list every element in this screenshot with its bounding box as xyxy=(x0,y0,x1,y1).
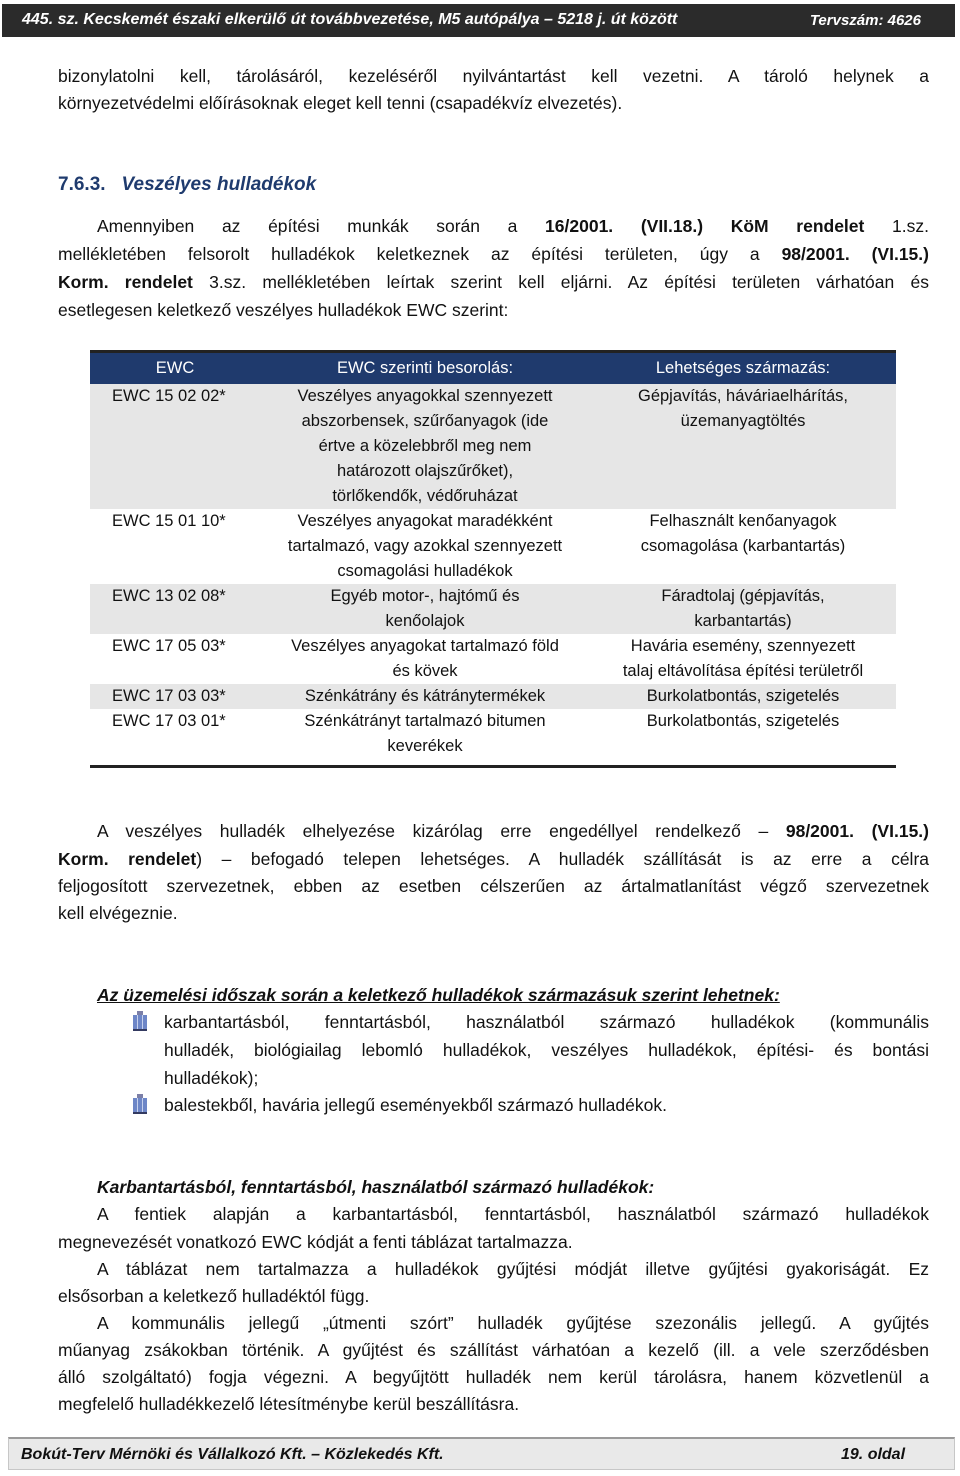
para2-line-2: Korm. rendelet) – befogadó telepen lehetséges. A hulladék szállítását is az erre a célra xyxy=(58,849,930,869)
maintenance-p3-line-4: megfelelő hulladékkezelő létesítménybe kerül beszállításra. xyxy=(58,1394,520,1414)
origin-cell: Burkolatbontás, szigetelés xyxy=(590,684,896,709)
ewc-code: EWC 15 01 10* xyxy=(112,512,226,530)
bullet-1-line-1: karbantartásból, fenntartásból, használatból származó hulladékok (kommunális xyxy=(164,1012,929,1032)
table-row xyxy=(90,709,896,767)
maintenance-p2-line-2: elsősorban a keletkező hulladéktól függ. xyxy=(58,1286,370,1306)
operation-heading: Az üzemelési időszak során a keletkező hulladékok származásuk szerint lehetnek: xyxy=(97,985,780,1005)
maintenance-p2-line-1: A táblázat nem tartalmazza a hulladékok gyűjtési módját illetve gyűjtési gyakoriságát. Ez xyxy=(97,1259,929,1279)
section-title: Veszélyes hulladékok xyxy=(121,174,317,195)
bullet-1-line-2: hulladék, biológiailag lebomló hulladékok, veszélyes hulladékok, építési- és bontási xyxy=(164,1040,929,1060)
maintenance-p3-line-1: A kommunális jellegű „útmenti szórt” hulladék gyűjtése szezonális jellegű. A gyűjtés xyxy=(97,1313,929,1333)
ewc-code: EWC 15 02 02* xyxy=(90,384,260,509)
table-header-row xyxy=(90,352,896,385)
bullet-icon xyxy=(133,1015,147,1031)
maintenance-p3-line-2: műanyag zsákokban történik. A gyűjtést és szállítást várhatóan a kezelő (ill. a vele szerződésben xyxy=(58,1340,929,1360)
header-title: 445. sz. Kecskemét északi elkerülő út továbbvezetése, M5 autópálya – 5218 j. út között xyxy=(22,11,678,28)
para2-line-1: A veszélyes hulladék elhelyezése kizárólag erre engedéllyel rendelkező – 98/2001. (VI.15.) xyxy=(97,821,929,841)
para1-line-4: esetlegesen keletkező veszélyes hulladékok EWC szerint: xyxy=(58,300,509,320)
plan-number: Tervszám: 4626 xyxy=(809,12,921,29)
intro-line-2: környezetvédelmi előírásoknak eleget kell tenni (csapadékvíz elvezetés). xyxy=(58,93,623,113)
classification-cell: Veszélyes anyagokat maradékként tartalmazó, vagy azokkal szennyezett csomagolási hulladékok xyxy=(287,512,563,580)
classification-cell: Egyéb motor-, hajtómű és kenőolajok xyxy=(260,584,590,634)
intro-line-1: bizonylatolni kell, tárolásáról, kezeléséről nyilvántartást kell vezetni. A tároló helynek a xyxy=(58,66,929,86)
ewc-code: EWC 17 03 03* xyxy=(90,684,260,709)
page-footer xyxy=(8,1437,955,1470)
para1-line-2: mellékletében felsorolt hulladékok keletkeznek az építési területen, úgy a 98/2001. (VI.15.) xyxy=(58,244,929,264)
origin-cell: Havária esemény, szennyezett talaj eltávolítása építési területről xyxy=(622,637,864,680)
maintenance-p3-line-3: álló szolgáltató) fogja végezni. A begyűjtött hulladék nem kerül tárolásra, hanem közvetlenül a xyxy=(58,1367,929,1387)
para1-line-1: Amennyiben az építési munkák során a 16/2001. (VII.18.) KöM rendelet 1.sz. xyxy=(97,216,929,236)
ewc-code: EWC 13 02 08* xyxy=(90,584,260,634)
bullet-1-line-3: hulladékok); xyxy=(164,1068,259,1088)
maintenance-heading: Karbantartásból, fenntartásból, használatból származó hulladékok: xyxy=(97,1177,655,1197)
page-header xyxy=(2,4,955,37)
page-number: 19. oldal xyxy=(841,1446,906,1463)
origin-cell: Gépjavítás, háváriaelhárítás, üzemanyagtöltés xyxy=(590,384,896,509)
table-row xyxy=(90,384,896,509)
ewc-table xyxy=(90,350,896,768)
table-row xyxy=(90,634,896,684)
maintenance-p1-line-2: megnevezését vonatkozó EWC kódját a fenti táblázat tartalmazza. xyxy=(58,1232,573,1252)
classification-cell: Veszélyes anyagokkal szennyezett abszorbensek, szűrőanyagok (ide értve a közelebbről meg nem határozott olajszűrőket), törlőkendők, védőruházat xyxy=(260,384,590,509)
maintenance-p1-line-1: A fentiek alapján a karbantartásból, fenntartásból, használatból származó hulladékok xyxy=(97,1204,929,1224)
col-header-classification: EWC szerinti besorolás: xyxy=(260,352,590,385)
table-row xyxy=(90,509,896,584)
bullet-2: balestekből, havária jellegű eseményekből származó hulladékok. xyxy=(164,1095,667,1115)
classification-cell: Szénkátrányt tartalmazó bitumen keverékek xyxy=(304,712,546,755)
para1-line-3: Korm. rendelet 3.sz. mellékletében leírtak szerint kell eljárni. Az építési területen várhatóan és xyxy=(58,272,929,292)
classification-cell: Veszélyes anyagokat tartalmazó föld és kövek xyxy=(291,637,559,680)
para2-line-4: kell elvégeznie. xyxy=(58,903,178,923)
ewc-code: EWC 17 03 01* xyxy=(112,712,226,730)
col-header-ewc: EWC xyxy=(90,352,260,385)
origin-cell: Burkolatbontás, szigetelés xyxy=(646,712,840,730)
classification-cell: Szénkátrány és kátránytermékek xyxy=(260,684,590,709)
origin-cell: Felhasznált kenőanyagok csomagolása (karbantartás) xyxy=(640,512,846,555)
col-header-origin: Lehetséges származás: xyxy=(590,352,896,385)
section-heading xyxy=(58,174,316,196)
para2-line-3: feljogosított szervezetnek, ebben az esetben célszerűen az ártalmatlanítást végző szervezetnek xyxy=(58,876,929,896)
table-row xyxy=(90,684,896,709)
section-number: 7.6.3. xyxy=(58,174,106,195)
origin-cell: Fáradtolaj (gépjavítás, karbantartás) xyxy=(590,584,896,634)
footer-company: Bokút-Terv Mérnöki és Vállalkozó Kft. – Közlekedés Kft. xyxy=(21,1446,444,1463)
ewc-code: EWC 17 05 03* xyxy=(112,637,226,655)
table-row xyxy=(90,584,896,634)
bullet-icon xyxy=(133,1098,147,1114)
